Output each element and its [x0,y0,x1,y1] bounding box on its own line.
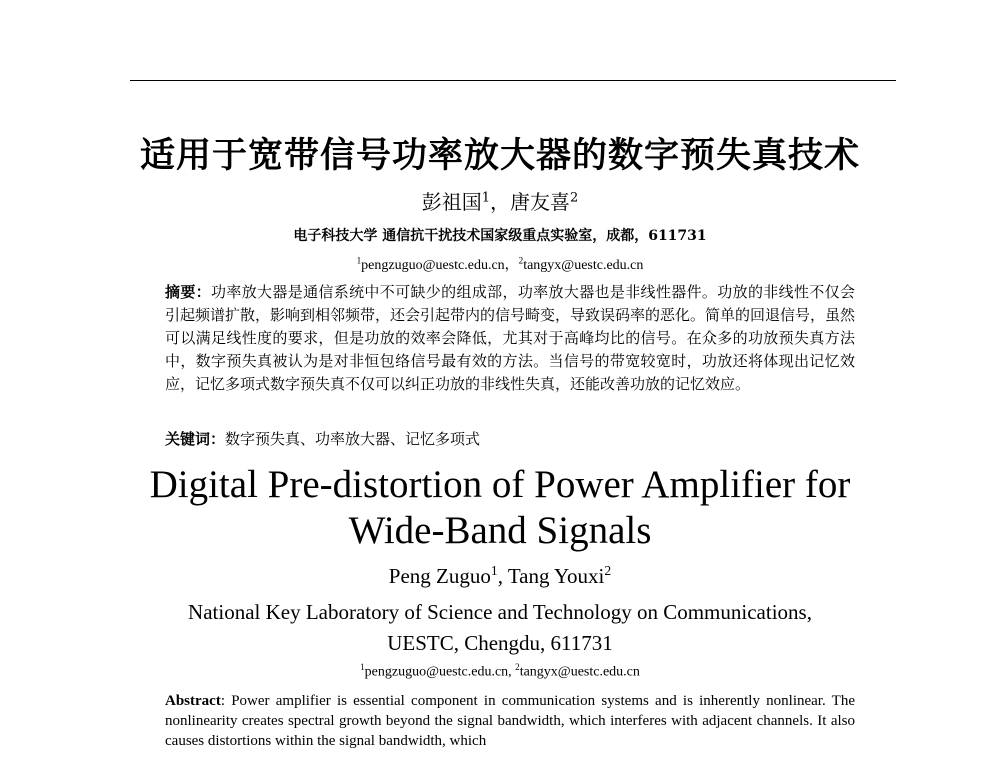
english-abstract-text: : Power amplifier is essential component in communication systems and is inherently nonlinear. The nonlinearity creates spectral growth beyond the signal bandwidth, which interferes with adjacent channels. It also causes distortions within the signal bandwidth, which [165,693,855,749]
english-email-1: pengzuguo@uestc.edu.cn, [364,664,516,680]
chinese-keywords-label: 关键词： [165,430,226,448]
english-author-2: Tang Youxi [507,564,605,588]
chinese-email-1-sup: 1 [356,255,362,266]
chinese-abstract-text: 功率放大器是通信系统中不可缺少的组成部，功率放大器也是非线性器件。功放的非线性不仅会引起频谱扩散，影响到相邻频带，还会引起带内的信号畸变，导致误码率的恶化。简单的回退信号，虽然可以满足线性度的要求，但是功放的效率会降低，尤其对于高峰均比的信号。在众多的功放预失真方法中，数字预失真被认为是对非恒包络信号最有效的方法。当信号的带宽较宽时，功放还将体现出记忆效应，记忆多项式数字预失真不仅可以纠正功放的非线性失真，还能改善功放的记忆效应。 [165,283,856,393]
english-title-line-2: Wide-Band Signals [348,509,652,552]
chinese-author-2-sup: 2 [570,190,579,206]
chinese-emails [0,254,1000,274]
english-email-2-sup: 2 [515,662,520,672]
chinese-keywords [165,428,855,449]
chinese-author-1-sup: 1 [481,190,490,206]
chinese-author-2: 唐友喜 [510,190,570,214]
english-author-1: Peng Zuguo [388,564,491,588]
english-affiliation [0,597,1000,659]
english-author-2-sup: 2 [604,563,612,578]
english-author-1-sup: 1 [490,563,498,578]
chinese-author-1: 彭祖国 [421,190,482,214]
chinese-authors [0,186,1000,215]
english-affiliation-line-1: National Key Laboratory of Science and Technology on Communications, [188,600,812,624]
english-authors [0,563,1000,589]
english-abstract [165,691,855,751]
english-title-line-1: Digital Pre-distortion of Power Amplifier for [149,463,851,506]
english-email-2: tangyx@uestc.edu.cn [519,664,640,680]
english-abstract-label: Abstract [165,693,221,709]
chinese-author-separator: ， [490,190,510,214]
chinese-email-1: pengzuguo@uestc.edu.cn， [361,258,519,273]
english-affiliation-line-2: UESTC, Chengdu, 611731 [387,631,613,655]
header-rule [130,80,896,81]
english-email-1-sup: 1 [360,662,365,672]
english-author-separator: , [497,564,508,588]
chinese-title: 适用于宽带信号功率放大器的数字预失真技术 [139,136,860,176]
chinese-abstract [165,281,855,396]
chinese-keywords-text: 数字预失真、功率放大器、记忆多项式 [225,430,481,448]
english-title [0,462,1000,554]
chinese-email-2: tangyx@uestc.edu.cn [523,258,644,273]
chinese-email-2-sup: 2 [518,255,524,266]
chinese-affiliation: 电子科技大学 通信抗干扰技术国家级重点实验室，成都，611731 [293,228,707,244]
english-emails [0,662,1000,681]
chinese-abstract-label: 摘要： [165,283,212,301]
